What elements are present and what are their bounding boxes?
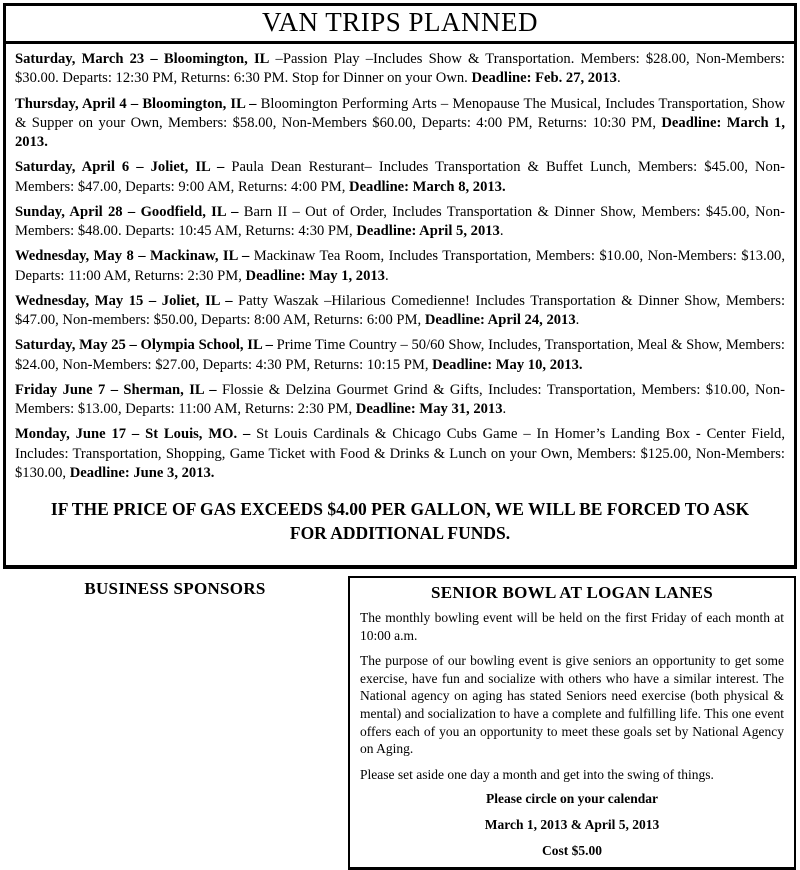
trip-deadline: Deadline: May 31, 2013 [355,401,503,417]
trip-tail: . [384,267,389,284]
trip-entry [15,95,785,153]
business-sponsors-column [3,576,347,599]
trip-entry [15,425,785,483]
bottom-section [3,576,797,870]
trip-deadline: Deadline: May 10, 2013. [432,356,583,373]
senior-bowl-dates: March 1, 2013 & April 5, 2013 [484,817,660,833]
trip-body: Mackinaw Tea Room, Includes Transportation, Members: $10.00, Non-Members: $13.00, Departs: 11:00 AM, Returns: 2:30 PM, [15,248,785,284]
trip-tail: . [575,312,580,328]
trip-header: Saturday, March 23 – Bloomington, IL [15,51,270,67]
trip-body: St Louis Cardinals & Chicago Cubs Game – In Homer’s Landing Box - Center Field, Includes: Transportation, Shopping, Game Ticket with Food & Drinks & Lunch on your Own, Members: $125.00, Non-Members: $130.00, [15,426,785,481]
trip-deadline: Deadline: March 8, 2013. [349,178,506,195]
senior-bowl-paragraph: The monthly bowling event will be held on the first Friday of each month at 10:00 a.m. [360,610,784,643]
trip-header: Monday, June 17 – St Louis, MO. – [15,426,251,443]
trip-entry [15,247,785,286]
trip-deadline: Deadline: Feb. 27, 2013 [471,70,617,87]
senior-bowl-paragraph: The purpose of our bowling event is give seniors an opportunity to get some exercise, have fun and socialize with others who have a similar interest. The National agency on aging has stated Seniors need exercise (both physical & mental) and socialization to have a complete and fulfilling life. This one event offers each of you an opportunity to meet these goals set by National Agency on Aging. [360,653,784,757]
trip-header: Sunday, April 28 – Goodfield, IL – [15,203,239,220]
trip-entry [15,203,785,242]
trips-list [6,44,794,565]
page-title: VAN TRIPS PLANNED [261,7,539,37]
trip-header: Friday June 7 – Sherman, IL – [15,381,217,398]
trip-header: Wednesday, May 15 – Joliet, IL – [15,292,233,309]
trip-deadline: Deadline: May 1, 2013 [245,267,385,284]
trip-deadline: Deadline: April 24, 2013 [424,312,576,328]
trip-deadline: Deadline: March 1, 2013. [15,114,785,150]
trip-header: Wednesday, May 8 – Mackinaw, IL – [15,248,250,265]
van-trips-title-bar [6,6,794,44]
gas-price-notice: IF THE PRICE OF GAS EXCEEDS $4.00 PER GALLON, WE WILL BE FORCED TO ASK FOR ADDITIONAL FUNDS. [50,499,750,544]
trip-entry [15,292,785,331]
senior-bowl-paragraph: Please set aside one day a month and get into the swing of things. [360,766,714,782]
trip-body: Bloomington Performing Arts – Menopause The Musical, Includes Transportation, Show & Supper on your Own, Members: $58.00, Non-Members $60.00, Departs: 4:00 PM, Returns: 10:30 PM, [15,95,786,131]
senior-bowl-section [348,576,796,870]
trip-tail: . [616,70,621,87]
trip-tail: . [499,223,504,239]
trip-entry [15,158,785,197]
senior-bowl-title: SENIOR BOWL AT LOGAN LANES [430,583,714,603]
trip-entry [15,336,785,375]
senior-bowl-cost: Cost $5.00 [542,843,602,859]
trip-entry [15,381,785,420]
trip-tail: . [502,401,507,417]
trip-header: Saturday, April 6 – Joliet, IL – [15,159,225,176]
trip-body: Barn II – Out of Order, Includes Transportation & Dinner Show, Members: $45.00, Non-Members: $48.00. Departs: 10:45 AM, Returns: 4:30 PM, [15,203,785,239]
trip-body: Patty Waszak –Hilarious Comedienne! Includes Transportation & Dinner Show, Members: $47.00, Non-members: $50.00, Departs: 8:00 AM, Returns: 6:00 PM, [15,292,785,328]
trip-entry [15,50,785,89]
trip-header: Saturday, May 25 – Olympia School, IL – [15,337,273,354]
senior-bowl-calendar-note: Please circle on your calendar [486,791,658,807]
trip-deadline: Deadline: April 5, 2013 [356,223,500,239]
trip-body: Paula Dean Resturant– Includes Transportation & Buffet Lunch, Members: $45.00, Non-Members: $47.00, Departs: 9:00 AM, Returns: 4:00 PM, [15,159,786,195]
van-trips-section [3,3,797,569]
trip-deadline: Deadline: June 3, 2013. [69,464,215,481]
trip-body: –Passion Play –Includes Show & Transportation. Members: $28.00, Non-Members: $30.00. Departs: 12:30 PM, Returns: 6:30 PM. Stop for Dinner on your Own. [15,51,785,87]
business-sponsors-heading: BUSINESS SPONSORS [84,579,266,599]
trip-body: Prime Time Country – 50/60 Show, Includes, Transportation, Meal & Show, Members: $24.00, Non-Members: $27.00, Departs: 4:30 PM, Returns: 10:15 PM, [15,337,785,373]
trip-header: Thursday, April 4 – Bloomington, IL – [15,95,257,112]
trip-body: Flossie & Delzina Gourmet Grind & Gifts, Includes: Transportation, Members: $10.00, Non-Members: $13.00, Departs: 11:00 AM, Returns: 2:30 PM, [15,381,785,417]
